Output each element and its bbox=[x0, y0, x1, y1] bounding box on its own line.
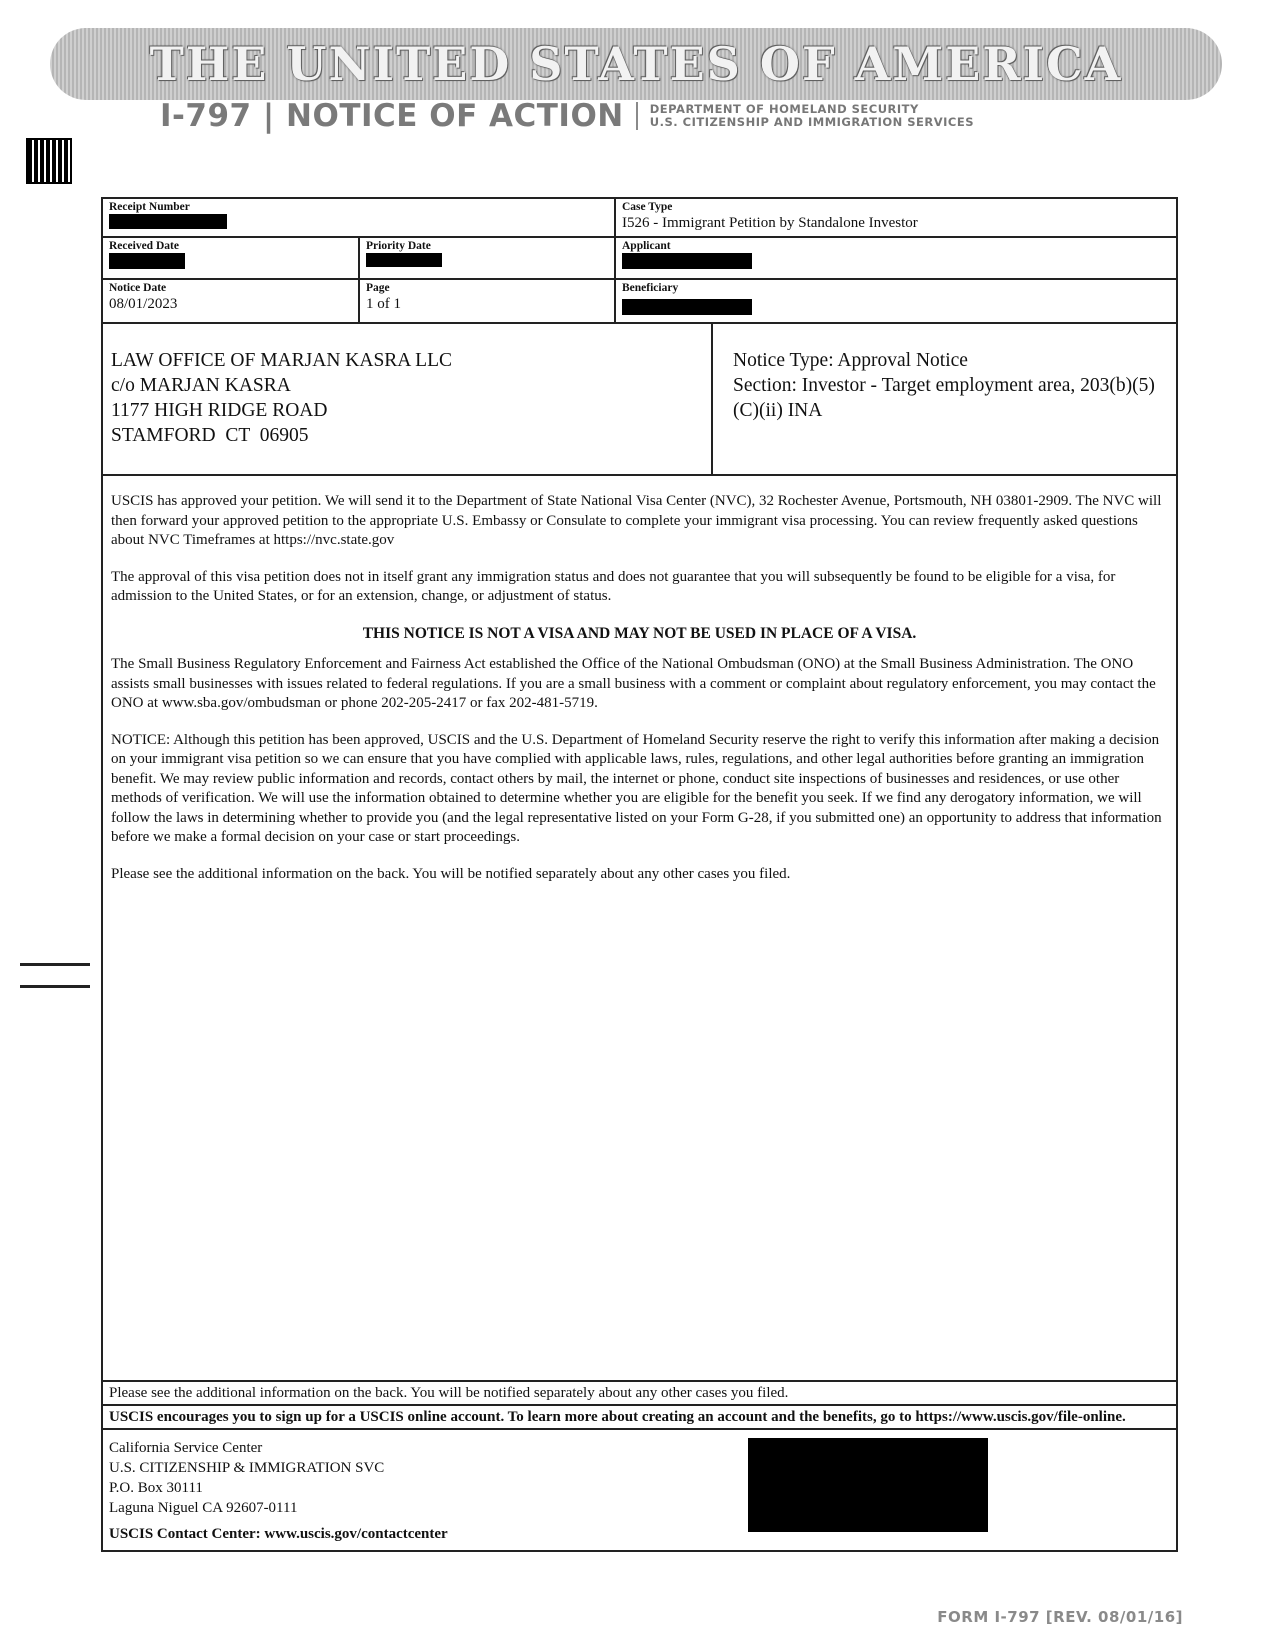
notice-type-box bbox=[711, 324, 1176, 474]
service-center-block bbox=[103, 1430, 1176, 1550]
body-paragraph-5: Please see the additional information on the back. You will be notified separately about any other cases you filed. bbox=[111, 865, 791, 882]
redaction-bar bbox=[109, 253, 185, 269]
beneficiary-cell bbox=[614, 280, 1176, 322]
received-date-cell bbox=[103, 238, 358, 278]
info-row-2 bbox=[103, 238, 1176, 280]
redaction-bar bbox=[622, 253, 752, 269]
applicant-label: Applicant bbox=[622, 240, 671, 252]
form-title: I-797 | NOTICE OF ACTION bbox=[160, 98, 624, 134]
address-row bbox=[103, 324, 1176, 476]
service-center-name: California Service Center bbox=[109, 1440, 263, 1456]
receipt-number-cell bbox=[103, 199, 614, 236]
visa-warning-heading: THIS NOTICE IS NOT A VISA AND MAY NOT BE USED IN PLACE OF A VISA. bbox=[362, 624, 917, 642]
qr-code-icon bbox=[28, 140, 70, 182]
notice-date-cell bbox=[103, 280, 358, 322]
case-type-value: I526 - Immigrant Petition by Standalone Investor bbox=[622, 215, 918, 231]
page-label: Page bbox=[366, 282, 390, 294]
info-row-1 bbox=[103, 199, 1176, 238]
info-row-3 bbox=[103, 280, 1176, 324]
footer-note: Please see the additional information on the back. You will be notified separately about any other cases you filed. bbox=[103, 1382, 1176, 1406]
page-cell bbox=[358, 280, 614, 322]
margin-mark bbox=[20, 985, 90, 988]
online-account-note: USCIS encourages you to sign up for a USCIS online account. To learn more about creating an account and the benefits, go to https://www.uscis.gov/file-online. bbox=[103, 1406, 1176, 1430]
case-type-cell bbox=[614, 199, 1176, 236]
redaction-bar bbox=[366, 253, 442, 267]
service-center-line-3: P.O. Box 30111 bbox=[109, 1480, 203, 1496]
received-date-label: Received Date bbox=[109, 240, 179, 252]
priority-date-label: Priority Date bbox=[366, 240, 431, 252]
redaction-bar bbox=[109, 214, 227, 229]
us-banner bbox=[50, 28, 1222, 100]
banner-text: THE UNITED STATES OF AMERICA bbox=[149, 37, 1123, 91]
notice-section: Section: Investor - Target employment area, 203(b)(5)(C)(ii) INA bbox=[733, 375, 1155, 421]
agency-line-2: U.S. CITIZENSHIP AND IMMIGRATION SERVICES bbox=[649, 115, 975, 129]
priority-date-cell bbox=[358, 238, 614, 278]
notice-date-value: 08/01/2023 bbox=[109, 296, 178, 312]
redaction-block bbox=[748, 1438, 988, 1532]
mailing-address bbox=[103, 324, 711, 474]
receipt-number-label: Receipt Number bbox=[109, 201, 190, 213]
case-type-label: Case Type bbox=[622, 201, 673, 213]
notice-body bbox=[103, 476, 1176, 1382]
redaction-bar bbox=[622, 299, 752, 315]
body-paragraph-1: USCIS has approved your petition. We will send it to the Department of State National Visa Center (NVC), 32 Rochester Avenue, Portsmouth, NH 03801-2909. The NVC will then forward your approved petition to the appropriate U.S. Embassy or Consulate to complete your immigrant visa processing. You can review frequently asked questions about NVC Timeframes at https://nvc.state.gov bbox=[111, 493, 1162, 548]
agency-name bbox=[650, 103, 974, 129]
applicant-cell bbox=[614, 238, 1176, 278]
address-line-3: 1177 HIGH RIDGE ROAD bbox=[111, 400, 328, 421]
beneficiary-label: Beneficiary bbox=[622, 282, 679, 294]
form-number-footer: FORM I-797 [REV. 08/01/16] bbox=[937, 1608, 1183, 1626]
form-header bbox=[160, 96, 974, 136]
body-paragraph-4: NOTICE: Although this petition has been approved, USCIS and the U.S. Department of Homeland Security reserve the right to verify this information after making a decision on your immigrant visa petition so we can ensure that you have complied with applicable laws, rules, regulations, and other legal authorities before granting an immigration benefit. We may review public information and records, contact others by mail, the internet or phone, conduct site inspections of businesses and residences, or use other methods of verification. We will use the information obtained to determine whether you are eligible for the benefit you seek. If we find any derogatory information, we will follow the laws in determining whether to provide you (and the legal representative listed on your Form G-28, if you submitted one) an opportunity to address that information before we make a formal decision on your case or start proceedings. bbox=[111, 731, 1162, 845]
address-line-1: LAW OFFICE OF MARJAN KASRA LLC bbox=[111, 350, 453, 371]
notice-document bbox=[101, 197, 1178, 1552]
agency-line-1: DEPARTMENT OF HOMELAND SECURITY bbox=[649, 102, 919, 116]
title-separator bbox=[636, 102, 638, 130]
contact-center: USCIS Contact Center: www.uscis.gov/contactcenter bbox=[109, 1526, 448, 1542]
service-center-line-4: Laguna Niguel CA 92607-0111 bbox=[109, 1500, 298, 1516]
service-center-address bbox=[109, 1438, 448, 1544]
body-paragraph-3: The Small Business Regulatory Enforcement and Fairness Act established the Office of the National Ombudsman (ONO) at the Small Business Administration. The ONO assists small businesses with issues related to federal regulations. If you are a small business with a comment or complaint about regulatory enforcement, you may contact the ONO at www.sba.gov/ombudsman or phone 202-205-2417 or fax 202-481-5719. bbox=[111, 656, 1156, 711]
address-line-4: STAMFORD CT 06905 bbox=[111, 425, 309, 446]
notice-type: Notice Type: Approval Notice bbox=[733, 350, 968, 371]
service-center-line-2: U.S. CITIZENSHIP & IMMIGRATION SVC bbox=[109, 1460, 385, 1476]
margin-mark bbox=[20, 963, 90, 966]
notice-date-label: Notice Date bbox=[109, 282, 167, 294]
address-line-2: c/o MARJAN KASRA bbox=[111, 375, 291, 396]
body-paragraph-2: The approval of this visa petition does not in itself grant any immigration status and does not guarantee that you will subsequently be found to be eligible for a visa, for admission to the United States, or for an extension, change, or adjustment of status. bbox=[111, 568, 1116, 604]
page-value: 1 of 1 bbox=[366, 296, 401, 312]
